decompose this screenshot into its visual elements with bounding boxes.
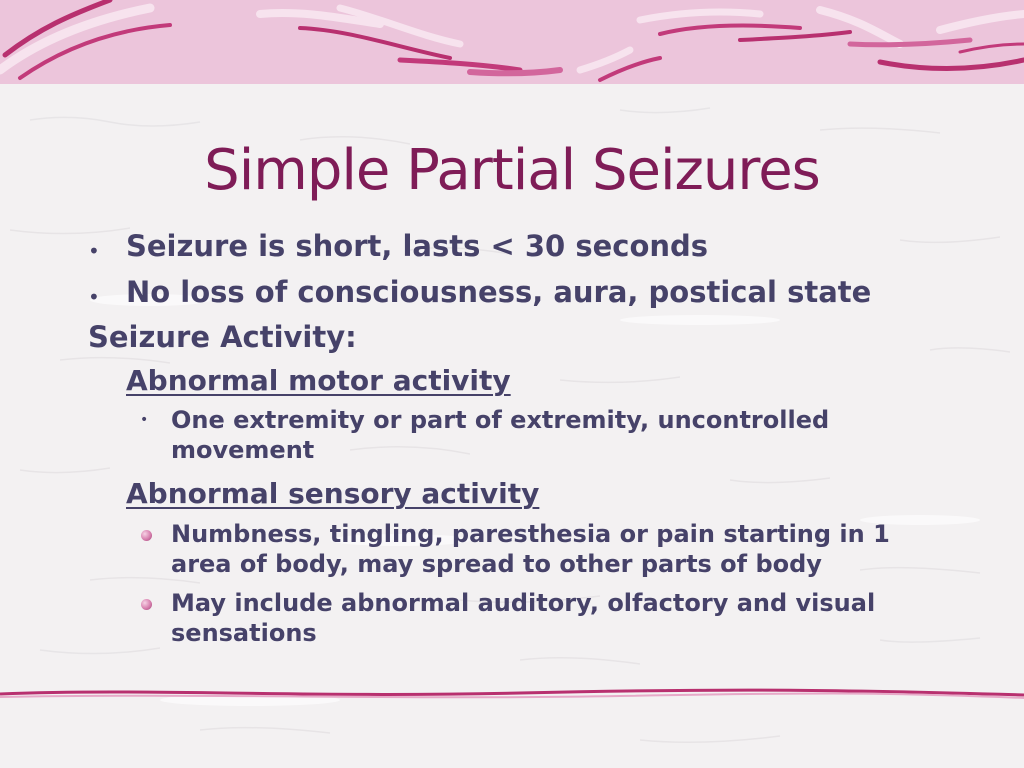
- detail-item-line: May include abnormal auditory, olfactory and visual: [171, 589, 876, 617]
- subsection-heading: Abnormal sensory activity: [126, 477, 540, 510]
- pink-bullet-ball: [141, 530, 152, 541]
- detail-item-line: One extremity or part of extremity, uncontrolled: [171, 406, 830, 434]
- bullet-item: No loss of consciousness, aura, postical state: [126, 275, 872, 309]
- bullet-dot: •: [140, 412, 149, 428]
- header-swirls: [0, 0, 1024, 84]
- detail-item-line: Numbness, tingling, paresthesia or pain starting in 1: [171, 520, 890, 548]
- bullet-item: Seizure is short, lasts < 30 seconds: [126, 229, 709, 263]
- detail-item-line: area of body, may spread to other parts of body: [171, 550, 822, 578]
- bullet-dot: •: [88, 285, 100, 309]
- pink-bullet-ball: [141, 599, 152, 610]
- detail-item-line: movement: [171, 436, 315, 464]
- bottom-decorative-rule: [0, 684, 1024, 704]
- section-heading: Seizure Activity:: [88, 320, 357, 354]
- subsection-heading: Abnormal motor activity: [126, 364, 511, 397]
- bullet-dot: •: [88, 239, 100, 263]
- detail-item-line: sensations: [171, 619, 317, 647]
- slide-title: Simple Partial Seizures: [204, 138, 820, 203]
